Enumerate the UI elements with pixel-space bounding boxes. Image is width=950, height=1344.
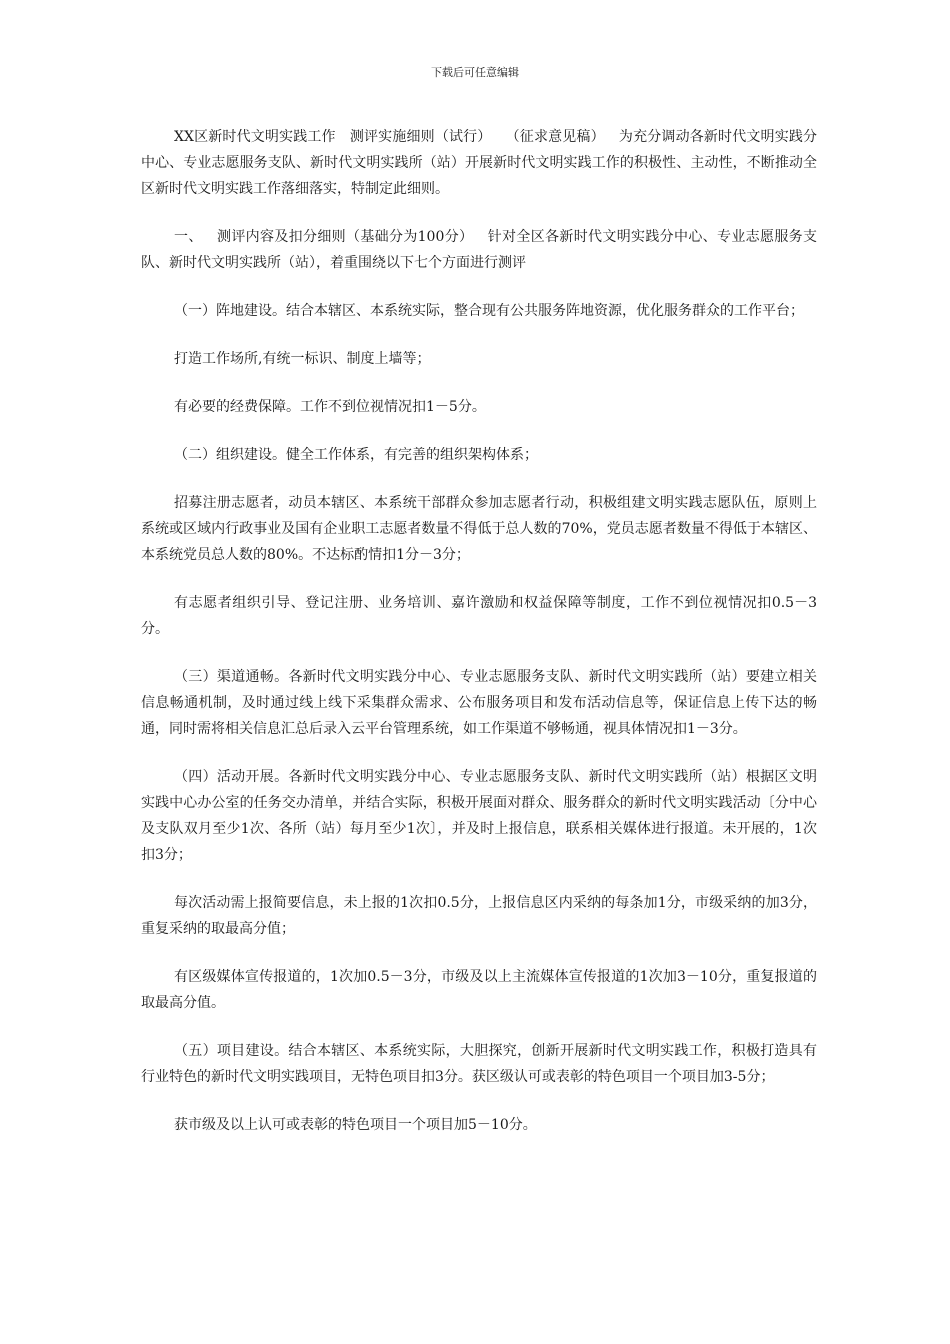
- paragraph-projects: （五）项目建设。结合本辖区、本系统实际，大胆探究，创新开展新时代文明实践工作，积极打造具有行业特色的新时代文明实践项目，无特色项目扣3分。获区级认可或表彰的特色项目一个项目加3-5分；: [141, 1043, 817, 1085]
- paragraph-volunteer-recruiting: 招募注册志愿者，动员本辖区、本系统干部群众参加志愿者行动，积极组建文明实践志愿队伍，原则上系统或区域内行政事业及国有企业职工志愿者数量不得低于总人数的70%，党员志愿者数量不得低于本辖区、本系统党员总人数的80%。不达标酌情扣1分－3分；: [141, 495, 817, 563]
- page-header: 下载后可任意编辑: [431, 66, 519, 79]
- paragraph-organization: （二）组织建设。健全工作体系，有完善的组织架构体系；: [174, 447, 538, 463]
- section-number: 一、: [174, 229, 203, 245]
- paragraph-workplace: 打造工作场所,有统一标识、制度上墙等；: [174, 351, 431, 367]
- paragraph-city-projects: 获市级及以上认可或表彰的特色项目一个项目加5－10分。: [174, 1117, 537, 1133]
- paragraph-reporting: 每次活动需上报简要信息，未上报的1次扣0.5分，上报信息区内采纳的每条加1分，市级采纳的加3分，重复采纳的取最高分值；: [141, 895, 817, 937]
- paragraph-position-building: （一）阵地建设。结合本辖区、本系统实际，整合现有公共服务阵地资源，优化服务群众的工作平台；: [174, 303, 804, 319]
- intro-text: 为充分调动各新时代文明实践分中心、专业志愿服务支队、新时代文明实践所（站）开展新时代文明实践工作的积极性、主动性，不断推动全区新时代文明实践工作落细落实，特制定此细则。: [141, 129, 818, 197]
- section-title: 测评内容及扣分细则（基础分为100分）: [216, 229, 474, 245]
- intro-paragraph: [141, 124, 817, 202]
- paragraph-media: 有区级媒体宣传报道的，1次加0.5－3分，市级及以上主流媒体宣传报道的1次加3－10分，重复报道的取最高分值。: [141, 969, 817, 1011]
- paragraph-channels: （三）渠道通畅。各新时代文明实践分中心、专业志愿服务支队、新时代文明实践所（站）要建立相关信息畅通机制，及时通过线上线下采集群众需求、公布服务项目和发布活动信息等，保证信息上传下达的畅通，同时需将相关信息汇总后录入云平台管理系统，如工作渠道不够畅通，视具体情况扣1－3分。: [141, 669, 817, 737]
- paragraph-activities: （四）活动开展。各新时代文明实践分中心、专业志愿服务支队、新时代文明实践所（站）根据区文明实践中心办公室的任务交办清单，并结合实际，积极开展面对群众、服务群众的新时代文明实践活动〔分中心及支队双月至少1次、各所（站）每月至少1次〕，并及时上报信息，联系相关媒体进行报道。未开展的，1次扣3分；: [141, 769, 817, 863]
- document-body: [141, 124, 817, 1160]
- section-intro: 针对全区各新时代文明实践分中心、专业志愿服务支队、新时代文明实践所（站），着重围绕以下七个方面进行测评: [141, 229, 818, 271]
- doc-title-part-1: XX区新时代文明实践工作: [174, 129, 336, 145]
- paragraph-funding: 有必要的经费保障。工作不到位视情况扣1－5分。: [174, 399, 486, 415]
- paragraph-volunteer-system: 有志愿者组织引导、登记注册、业务培训、嘉许激励和权益保障等制度，工作不到位视情况扣0.5－3分。: [141, 595, 817, 637]
- doc-title-part-2: 测评实施细则（试行）: [349, 129, 492, 145]
- section-heading-paragraph: [141, 224, 817, 276]
- doc-draft-note: （征求意见稿）: [505, 129, 605, 145]
